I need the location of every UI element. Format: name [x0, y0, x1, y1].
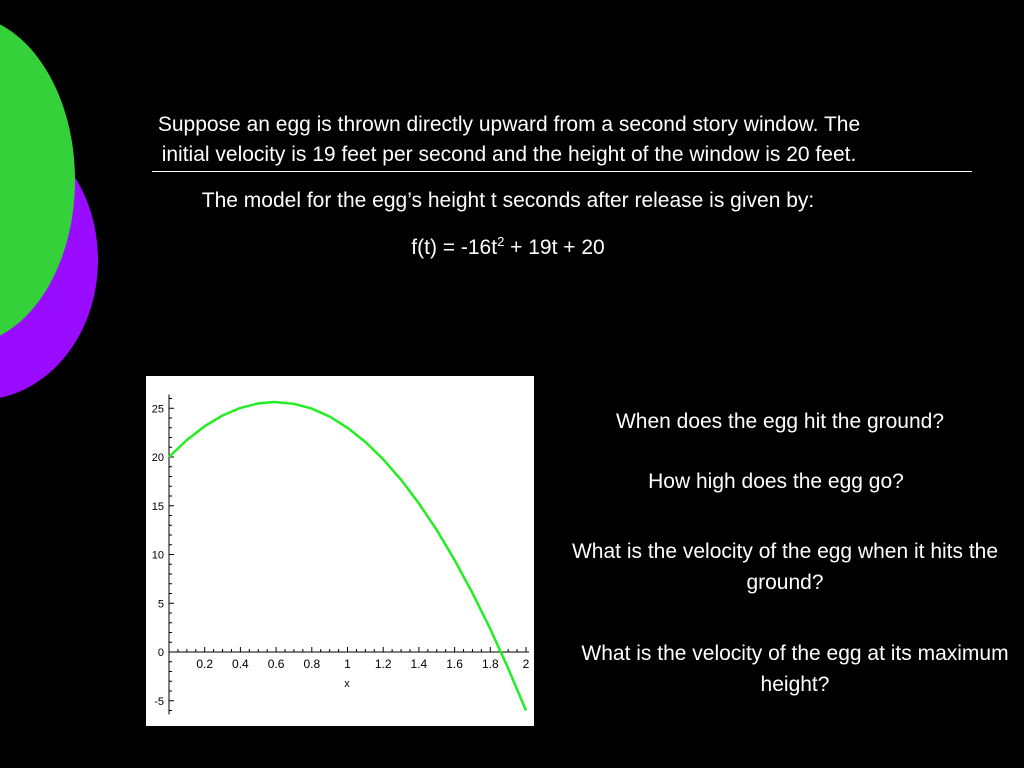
- equation-right: + 19t + 20: [504, 236, 605, 259]
- height-chart: [146, 376, 534, 726]
- y-axis: [152, 395, 174, 715]
- x-tick-label: 1.8: [481, 657, 499, 671]
- y-tick-label: 25: [151, 403, 164, 416]
- divider-line: [152, 171, 972, 172]
- x-tick-label: 0.4: [232, 657, 249, 671]
- x-tick-label: 1.6: [446, 657, 463, 671]
- question-max-height: How high does the egg go?: [648, 470, 904, 493]
- height-equation: [0, 233, 1016, 263]
- question-max-height-velocity: What is the velocity of the egg at its maximum height?: [581, 642, 1009, 696]
- x-tick-label: 0.2: [196, 657, 214, 671]
- x-tick-label: 0.6: [267, 657, 285, 671]
- equation-left: f(t) = -16t: [411, 236, 498, 259]
- y-tick-label: 15: [151, 500, 164, 513]
- chart-svg: [146, 376, 534, 726]
- x-tick-label: 1.4: [410, 657, 428, 671]
- y-tick-label: 5: [157, 598, 164, 611]
- problem-text-line-1: Suppose an egg is thrown directly upward from a second story window. The: [157, 113, 861, 136]
- problem-text-line-2: initial velocity is 19 feet per second and the height of the window is 20 feet.: [161, 143, 857, 166]
- x-tick-label: 1: [344, 657, 351, 671]
- question-ground-time: When does the egg hit the ground?: [615, 410, 945, 433]
- x-axis-label: x: [344, 678, 350, 690]
- equation-exponent: 2: [497, 234, 505, 249]
- x-tick-label: 1.2: [374, 657, 392, 671]
- x-tick-label: 0.8: [303, 657, 321, 671]
- x-axis: [169, 647, 530, 671]
- y-tick-label: 0: [157, 647, 164, 659]
- model-description: The model for the egg’s height t seconds after release is given by:: [201, 189, 815, 212]
- question-impact-velocity: What is the velocity of the egg when it hits the ground?: [571, 540, 999, 594]
- y-tick-label: 10: [151, 549, 164, 562]
- y-tick-label: 20: [151, 452, 164, 464]
- x-tick-label: 2: [522, 657, 530, 671]
- y-tick-label: -5: [154, 695, 164, 708]
